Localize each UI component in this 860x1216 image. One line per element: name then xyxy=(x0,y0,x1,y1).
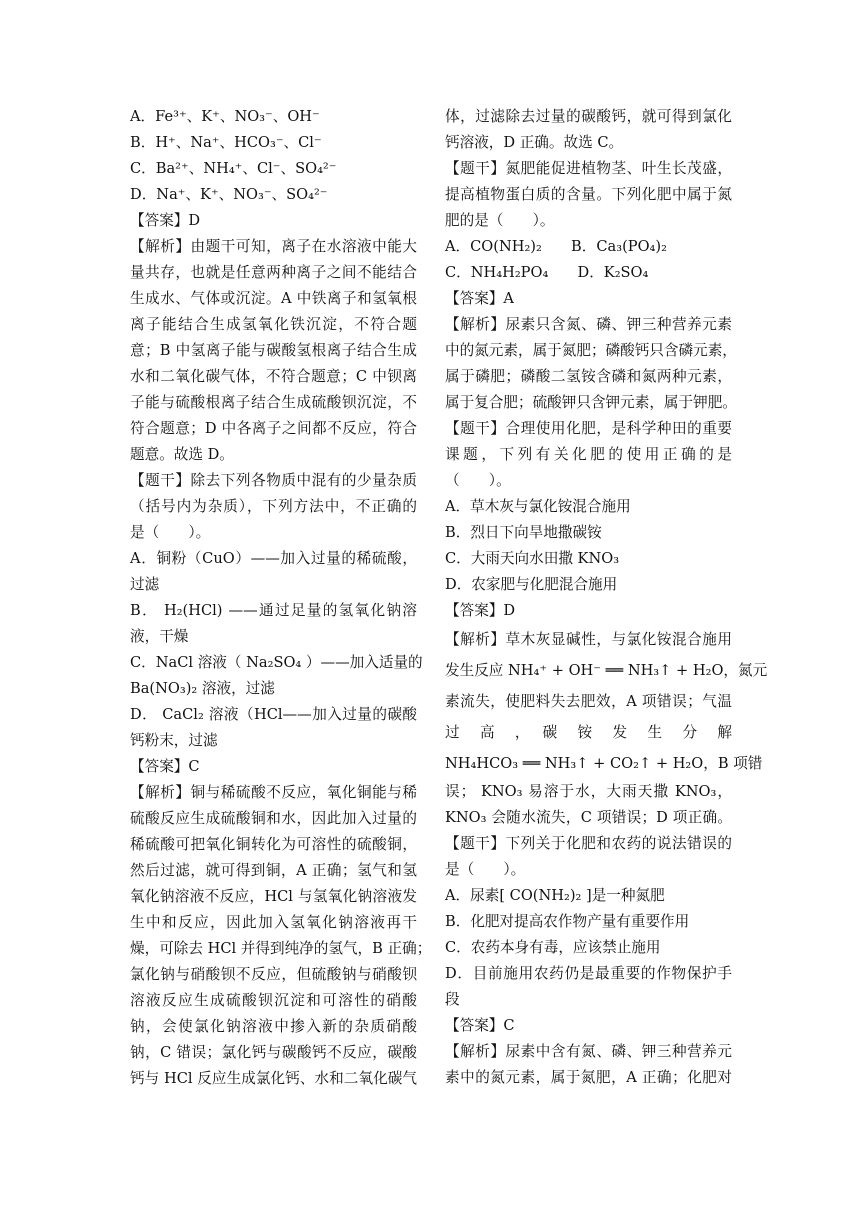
left-column-line: 燥，可除去 HCl 并得到纯净的氢气，B 正确； xyxy=(130,940,432,957)
left-column-line: C．NaCl 溶液（ Na₂SO₄ ）——加入适量的 xyxy=(130,654,423,671)
right-text-column xyxy=(445,104,768,1091)
right-column-line: A．草木灰与氯化铵混合施用 xyxy=(445,498,631,515)
left-column-line: 子能与硫酸根离子结合生成硫酸钡沉淀，不 xyxy=(130,394,417,411)
right-column-line: A．CO(NH₂)₂ B．Ca₃(PO₄)₂ xyxy=(445,238,667,255)
right-column-line: 素流失，使肥料失去肥效，A 项错误；气温 xyxy=(445,693,732,710)
left-column-line: 水和二氧化碳气体，不符合题意；C 中钡离 xyxy=(130,368,417,385)
right-column-line: 【答案】A xyxy=(445,290,514,307)
left-column-line: 量共存，也就是任意两种离子之间不能结合 xyxy=(130,264,417,281)
left-column-line: 溶液反应生成硫酸钡沉淀和可溶性的硝酸 xyxy=(130,992,417,1009)
left-column-line: 【答案】C xyxy=(130,758,200,775)
right-column-line: （ ）。 xyxy=(445,472,511,489)
left-column-line: 是（ ）。 xyxy=(130,524,211,541)
right-column-line: 【解析】尿素中含有氮、磷、钾三种营养元 xyxy=(445,1043,732,1060)
left-column-line: D．Na⁺、K⁺、NO₃⁻、SO₄²⁻ xyxy=(130,186,328,203)
right-column-line: 【答案】D xyxy=(445,602,516,619)
right-column-line: KNO₃ 会随水流失，C 项错误；D 项正确。 xyxy=(445,809,732,826)
right-column-line: 段 xyxy=(445,991,460,1008)
right-column-line: 提高植物蛋白质的含量。下列化肥中属于氮 xyxy=(445,186,732,203)
left-column-line: 题意。故选 D。 xyxy=(130,446,234,463)
left-column-line: 生成水、气体或沉淀。A 中铁离子和氢氧根 xyxy=(130,290,417,307)
right-column-line: 误； KNO₃ 易溶于水，大雨天撒 KNO₃， xyxy=(445,783,732,800)
right-column-line: A．尿素[ CO(NH₂)₂ ]是一种氮肥 xyxy=(445,887,665,904)
left-column-line: B． H₂(HCl) ——通过足量的氢氧化钠溶 xyxy=(130,602,417,619)
right-column-line: 肥的是（ ）。 xyxy=(445,212,555,229)
left-column-line: 氯化钠与硝酸钡不反应，但硫酸钠与硝酸钡 xyxy=(130,966,417,983)
left-column-line: C．Ba²⁺、NH₄⁺、Cl⁻、SO₄²⁻ xyxy=(130,160,337,177)
left-column-line: 钙与 HCl 反应生成氯化钙、水和二氧化碳气 xyxy=(130,1070,417,1087)
right-column-line: 素中的氮元素，属于氮肥，A 正确；化肥对 xyxy=(445,1069,732,1086)
left-column-line: A．铜粉（CuO）——加入过量的稀硫酸， xyxy=(130,550,417,567)
right-column-line: 发生反应 NH₄⁺ + OH⁻ ══ NH₃↑ + H₂O，氮元 xyxy=(445,662,768,679)
right-column-line: D．目前施用农药仍是最重要的作物保护手 xyxy=(445,965,732,982)
right-column-line: 体，过滤除去过量的碳酸钙，就可得到氯化 xyxy=(445,108,732,125)
left-column-line: 钙粉末，过滤 xyxy=(130,732,218,749)
right-column-line: C．NH₄H₂PO₄ D．K₂SO₄ xyxy=(445,264,649,281)
left-column-line: 符合题意；D 中各离子之间都不反应，符合 xyxy=(130,420,417,437)
right-column-line: 课题，下列有关化肥的使用正确的是 xyxy=(445,446,732,463)
right-column-line: C．农药本身有毒，应该禁止施用 xyxy=(445,939,661,956)
left-column-line: （括号内为杂质），下列方法中，不正确的 xyxy=(130,498,417,515)
left-column-line: B．H⁺、Na⁺、HCO₃⁻、Cl⁻ xyxy=(130,134,322,151)
left-column-line: 生中和反应，因此加入氢氧化钠溶液再干 xyxy=(130,914,417,931)
right-column-line: D．农家肥与化肥混合施用 xyxy=(445,576,618,593)
right-column-line: B．化肥对提高农作物产量有重要作用 xyxy=(445,913,690,930)
left-text-column xyxy=(130,104,432,1092)
right-column-line: 钙溶液，D 正确。故选 C。 xyxy=(445,134,624,151)
left-column-line: 【题干】除去下列各物质中混有的少量杂质 xyxy=(130,472,417,489)
right-column-line: 是（ ）。 xyxy=(445,861,526,878)
left-column-line: 硫酸反应生成硫酸铜和水，因此加入过量的 xyxy=(130,810,417,827)
right-column-line: 【题干】氮肥能促进植物茎、叶生长茂盛， xyxy=(445,160,732,177)
right-column-line: NH₄HCO₃ ══ NH₃↑ + CO₂↑ + H₂O，B 项错 xyxy=(445,755,763,772)
left-column-line: 【解析】铜与稀硫酸不反应，氧化铜能与稀 xyxy=(130,784,417,801)
left-column-line: 过滤 xyxy=(130,576,160,593)
left-column-line: 然后过滤，就可得到铜，A 正确；氢气和氢 xyxy=(130,862,417,879)
left-column-line: 离子能结合生成氢氧化铁沉淀，不符合题 xyxy=(130,316,417,333)
right-column-line: 属于磷肥；磷酸二氢铵含磷和氮两种元素， xyxy=(445,368,732,385)
right-column-line: B．烈日下向旱地撒碳铵 xyxy=(445,524,602,541)
right-column-line: 【解析】草木灰显碱性，与氯化铵混合施用 xyxy=(445,631,732,648)
right-column-line: 【答案】C xyxy=(445,1017,515,1034)
right-column-line: 中的氮元素，属于氮肥；磷酸钙只含磷元素， xyxy=(445,342,737,359)
left-column-line: 液，干燥 xyxy=(130,628,189,645)
left-column-line: Ba(NO₃)₂ 溶液，过滤 xyxy=(130,680,275,697)
left-column-line: A．Fe³⁺、K⁺、NO₃⁻、OH⁻ xyxy=(130,108,320,125)
right-column-line: 过 高 ， 碳 铵 发 生 分 解 xyxy=(445,724,732,741)
right-column-line: 【题干】下列关于化肥和农药的说法错误的 xyxy=(445,835,732,852)
left-column-line: 【答案】D xyxy=(130,212,201,229)
right-column-line: 【解析】尿素只含氮、磷、钾三种营养元素 xyxy=(445,316,732,333)
right-column-line: C．大雨天向水田撒 KNO₃ xyxy=(445,550,620,567)
left-column-line: 钠，会使氯化钠溶液中掺入新的杂质硝酸 xyxy=(130,1018,417,1035)
left-column-line: 稀硫酸可把氧化铜转化为可溶性的硫酸铜， xyxy=(130,836,417,853)
left-column-line: D． CaCl₂ 溶液（HCl——加入过量的碳酸 xyxy=(130,706,417,723)
left-column-line: 钠，C 错误；氯化钙与碳酸钙不反应，碳酸 xyxy=(130,1044,417,1061)
left-column-line: 氧化钠溶液不反应，HCl 与氢氧化钠溶液发 xyxy=(130,888,417,905)
right-column-line: 【题干】合理使用化肥，是科学种田的重要 xyxy=(445,420,732,437)
right-column-line: 属于复合肥；硫酸钾只含钾元素，属于钾肥。 xyxy=(445,394,737,411)
left-column-line: 意；B 中氢离子能与碳酸氢根离子结合生成 xyxy=(130,342,417,359)
left-column-line: 【解析】由题干可知，离子在水溶液中能大 xyxy=(130,238,417,255)
